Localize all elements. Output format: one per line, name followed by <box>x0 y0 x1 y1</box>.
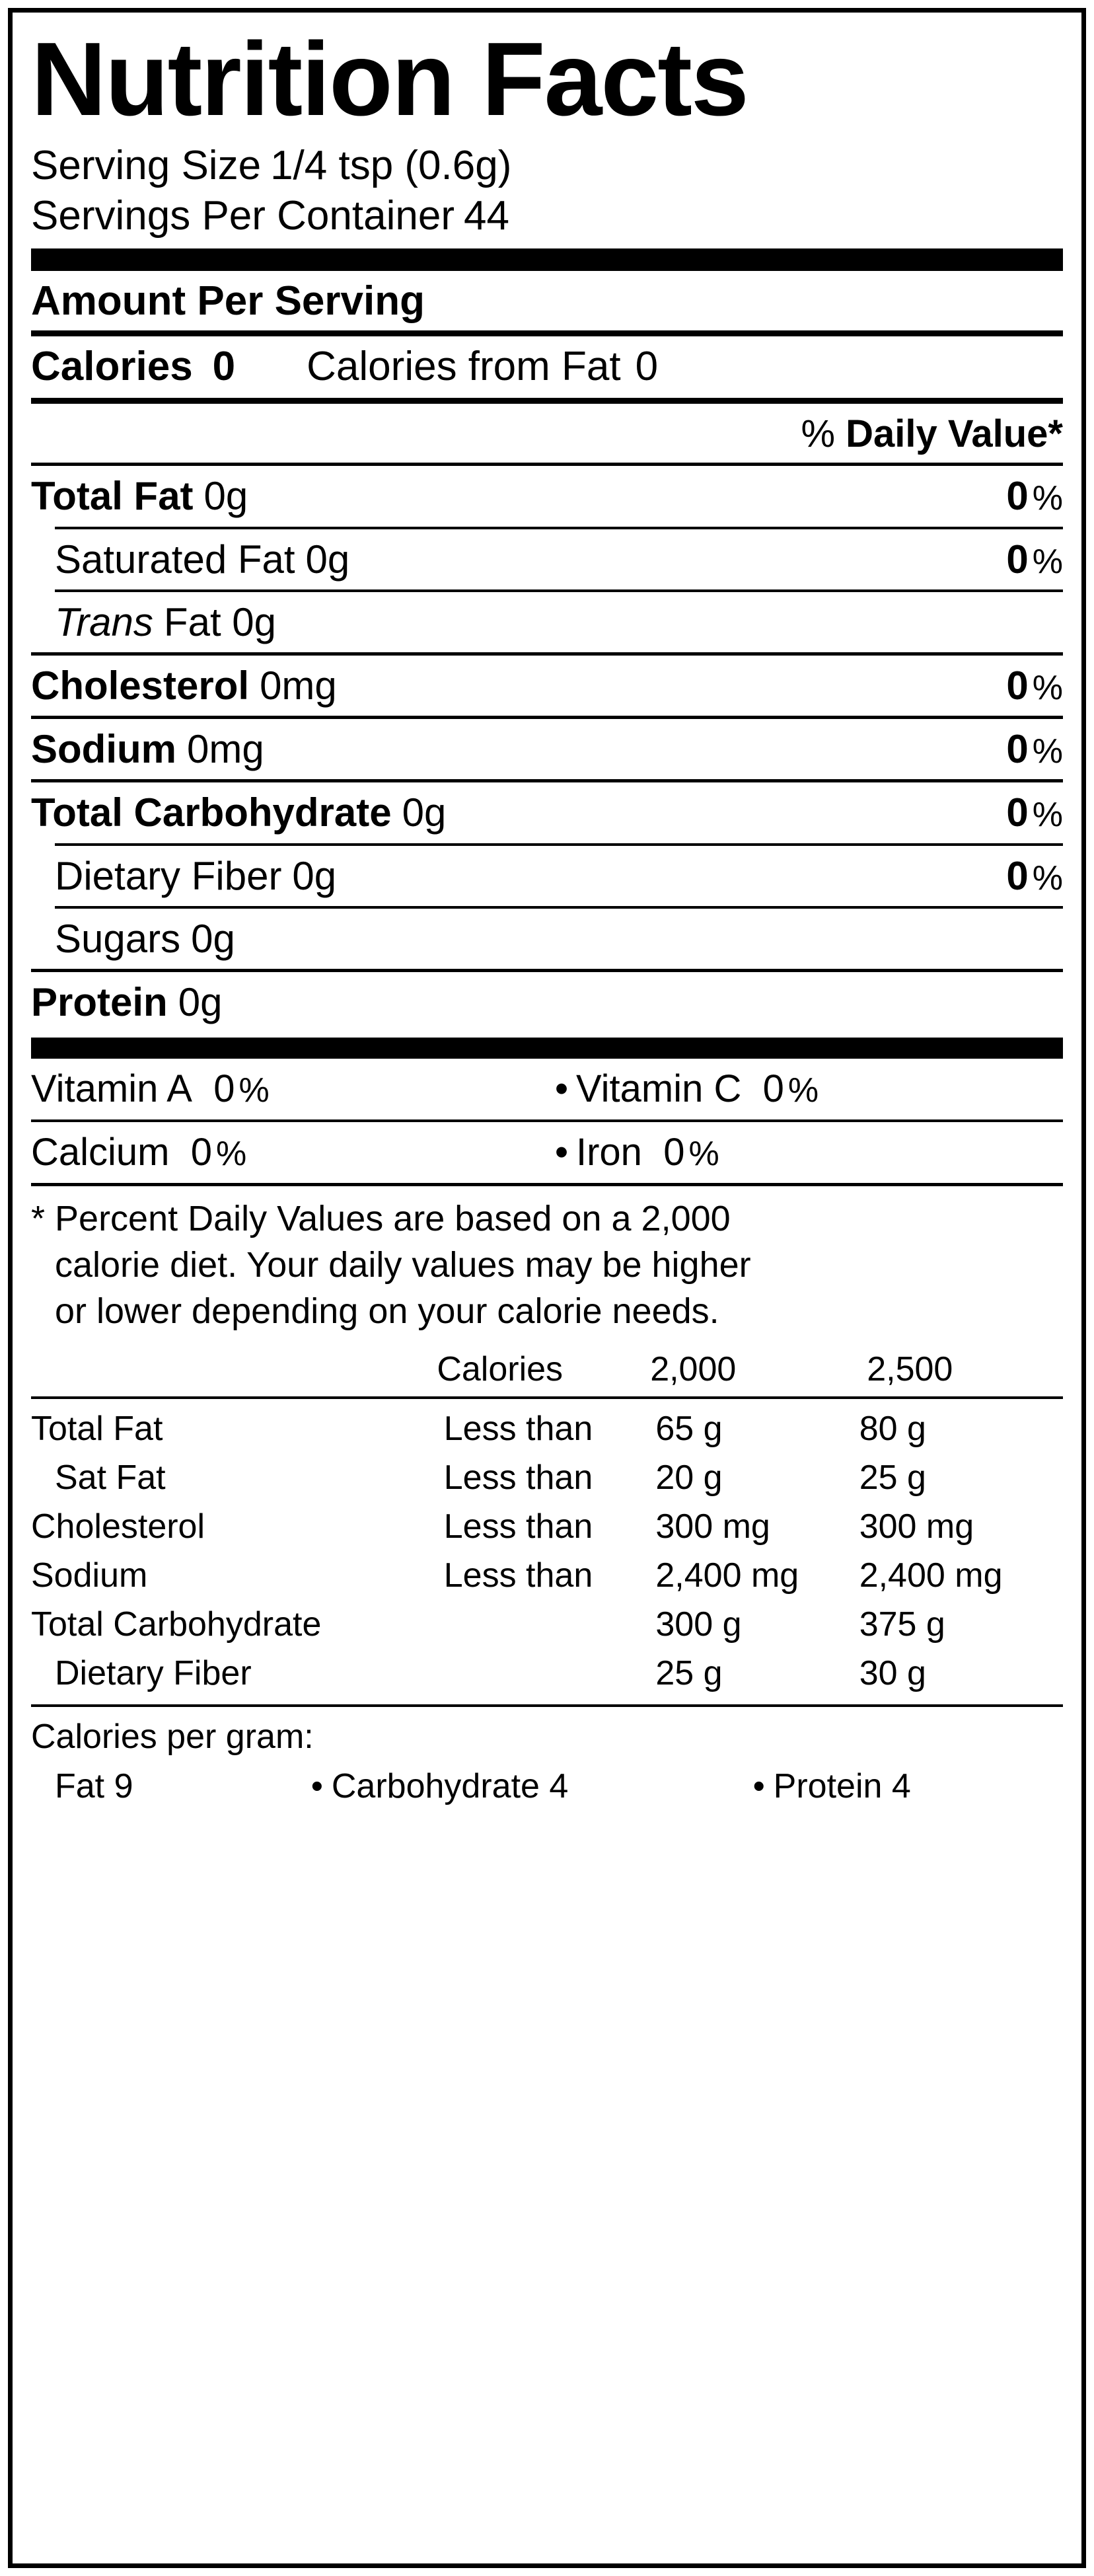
vitamin-name: Vitamin A <box>31 1067 192 1111</box>
percent-symbol: % <box>1032 479 1063 518</box>
vitamin-row <box>31 1122 1063 1183</box>
percent-symbol: % <box>688 1134 719 1173</box>
daily-value-header: Daily Value* <box>846 412 1063 455</box>
dv-row-2500: 300 mg <box>859 1507 974 1546</box>
daily-values-table-body <box>31 1404 1063 1698</box>
dv-row-qualifier <box>444 1649 656 1698</box>
divider-above-calories <box>31 330 1063 336</box>
dv-row-2500: 2,400 mg <box>859 1556 1003 1595</box>
nutrient-amount: Fat 0g <box>163 599 277 644</box>
table-header-row <box>31 1345 1063 1394</box>
page-title: Nutrition Facts <box>31 21 748 137</box>
calories-per-gram-fat: Fat 9 <box>55 1766 133 1805</box>
percent-symbol: % <box>1032 796 1063 835</box>
nutrient-name: Saturated Fat <box>55 537 295 582</box>
nutrient-amount: 0g <box>178 979 223 1024</box>
vitamin-name: Iron <box>576 1130 642 1174</box>
thick-divider-top <box>31 248 1063 271</box>
table-row <box>31 1404 1063 1453</box>
nutrient-row <box>31 656 1063 716</box>
calories-from-fat-label: Calories from Fat <box>307 344 621 390</box>
dv-row-2000: 300 mg <box>655 1507 770 1546</box>
dv-row-name: Total Fat <box>31 1410 163 1449</box>
nutrient-amount: 0g <box>191 916 235 961</box>
table-header-calories: Calories <box>437 1350 564 1389</box>
dv-row-2500: 25 g <box>859 1458 926 1497</box>
vitamin-value: 0 <box>213 1067 235 1111</box>
footnote-line-2: calorie diet. Your daily values may be higher <box>55 1244 751 1285</box>
percent-symbol: % <box>1032 668 1063 707</box>
nutrient-amount: 0g <box>305 537 350 582</box>
bullet-separator: • <box>554 1067 569 1111</box>
table-row <box>31 1600 1063 1649</box>
dv-row-qualifier <box>444 1600 656 1649</box>
vitamin-row <box>31 1059 1063 1119</box>
table-row <box>31 1551 1063 1600</box>
percent-symbol: % <box>238 1071 270 1110</box>
daily-value-header-row <box>31 404 1063 463</box>
nutrient-row <box>31 909 1063 969</box>
nutrient-name: Sugars <box>55 916 181 961</box>
table-header-blank <box>31 1345 402 1394</box>
dv-row-2500: 80 g <box>859 1410 926 1449</box>
bullet-separator: • <box>752 1766 765 1805</box>
vitamin-name: Calcium <box>31 1130 170 1174</box>
nutrient-daily-value: 0 % <box>1006 853 1063 898</box>
nutrient-daily-value: 0 % <box>1006 790 1063 835</box>
calories-per-gram-label: Calories per gram: <box>31 1718 314 1757</box>
bullet-separator: • <box>310 1766 323 1805</box>
dv-row-qualifier: Less than <box>443 1507 593 1546</box>
dv-row-qualifier: Less than <box>443 1556 593 1595</box>
nutrient-daily-value: 0 % <box>1006 537 1063 582</box>
bullet-separator: • <box>554 1130 569 1174</box>
serving-size-label: Serving Size <box>31 143 262 188</box>
serving-size-value: 1/4 tsp (0.6g) <box>270 143 512 188</box>
vitamin-value: 0 <box>663 1130 685 1174</box>
nutrient-daily-value: 0 % <box>1006 474 1063 519</box>
table-row <box>31 1453 1063 1502</box>
dv-row-2500: 30 g <box>859 1654 926 1693</box>
nutrient-row <box>31 529 1063 589</box>
percent-symbol: % <box>216 1134 247 1173</box>
percent-symbol: % <box>801 412 836 455</box>
dv-row-name: Dietary Fiber <box>55 1654 252 1693</box>
nutrient-name: Dietary Fiber <box>55 853 282 898</box>
nutrient-amount: 0g <box>292 853 337 898</box>
percent-symbol: % <box>1032 858 1063 897</box>
dv-row-2000: 25 g <box>655 1654 723 1693</box>
dv-row-2000: 300 g <box>655 1605 742 1644</box>
nutrient-row <box>31 972 1063 1032</box>
table-row <box>31 1649 1063 1698</box>
footnote <box>31 1186 1063 1340</box>
dv-row-name: Sodium <box>31 1556 148 1595</box>
nutrient-name: Cholesterol <box>31 663 250 708</box>
nutrient-name: Sodium <box>31 727 176 772</box>
nutrient-amount: 0mg <box>187 727 264 772</box>
percent-symbol: % <box>1032 542 1063 581</box>
nutrient-row <box>31 466 1063 526</box>
servings-per-container-value: 44 <box>463 192 509 239</box>
nutrient-daily-value: 0 % <box>1006 727 1063 772</box>
nutrient-daily-value: 0 % <box>1006 663 1063 708</box>
nutrient-row <box>31 782 1063 843</box>
calories-row <box>31 336 1063 397</box>
nutrient-amount: 0g <box>402 790 447 835</box>
table-header-2000: 2,000 <box>650 1350 737 1389</box>
nutrient-name: Protein <box>31 979 168 1024</box>
calories-per-gram-carbohydrate: Carbohydrate 4 <box>331 1766 569 1805</box>
dv-row-qualifier: Less than <box>443 1410 593 1449</box>
nutrient-amount: 0mg <box>260 663 337 708</box>
nutrition-facts-label <box>8 8 1086 2568</box>
calories-label: Calories <box>31 344 193 390</box>
dv-row-2000: 20 g <box>655 1458 723 1497</box>
daily-values-table <box>31 1345 1063 1394</box>
nutrient-row <box>31 719 1063 779</box>
serving-size-line <box>31 141 1063 191</box>
footnote-line-3: or lower depending on your calorie needs. <box>55 1291 719 1332</box>
table-row <box>31 1502 1063 1551</box>
nutrient-name: Total Fat <box>31 474 194 519</box>
dv-row-2500: 375 g <box>859 1605 945 1644</box>
servings-per-container-line <box>31 191 1063 241</box>
dv-row-name: Cholesterol <box>31 1507 205 1546</box>
dv-row-name: Sat Fat <box>55 1458 166 1497</box>
dv-row-name: Total Carbohydrate <box>31 1605 322 1644</box>
servings-per-container-label: Servings Per Container <box>31 192 455 239</box>
divider-below-calories <box>31 398 1063 404</box>
table-header-divider <box>31 1396 1063 1399</box>
percent-symbol: % <box>1032 732 1063 771</box>
table-header-2500: 2,500 <box>867 1350 953 1389</box>
calories-from-fat-value: 0 <box>635 344 659 390</box>
calories-per-gram-protein: Protein 4 <box>773 1766 911 1805</box>
nutrient-name: Trans <box>55 599 153 644</box>
footnote-line-1: * Percent Daily Values are based on a 2,000 <box>31 1198 731 1238</box>
amount-per-serving-heading: Amount Per Serving <box>31 278 425 324</box>
nutrient-amount: 0g <box>203 474 248 519</box>
percent-symbol: % <box>787 1071 819 1110</box>
dv-row-2000: 2,400 mg <box>655 1556 799 1595</box>
dv-row-qualifier: Less than <box>443 1458 593 1497</box>
calories-value: 0 <box>212 344 236 390</box>
dv-row-2000: 65 g <box>655 1410 723 1449</box>
vitamin-value: 0 <box>762 1067 784 1111</box>
nutrient-row <box>31 846 1063 906</box>
calories-per-gram-row <box>31 1761 1063 1811</box>
thick-divider-vitamins <box>31 1038 1063 1059</box>
nutrient-name: Total Carbohydrate <box>31 790 392 835</box>
nutrient-row <box>31 592 1063 652</box>
vitamin-value: 0 <box>190 1130 212 1174</box>
vitamin-name: Vitamin C <box>576 1067 742 1111</box>
